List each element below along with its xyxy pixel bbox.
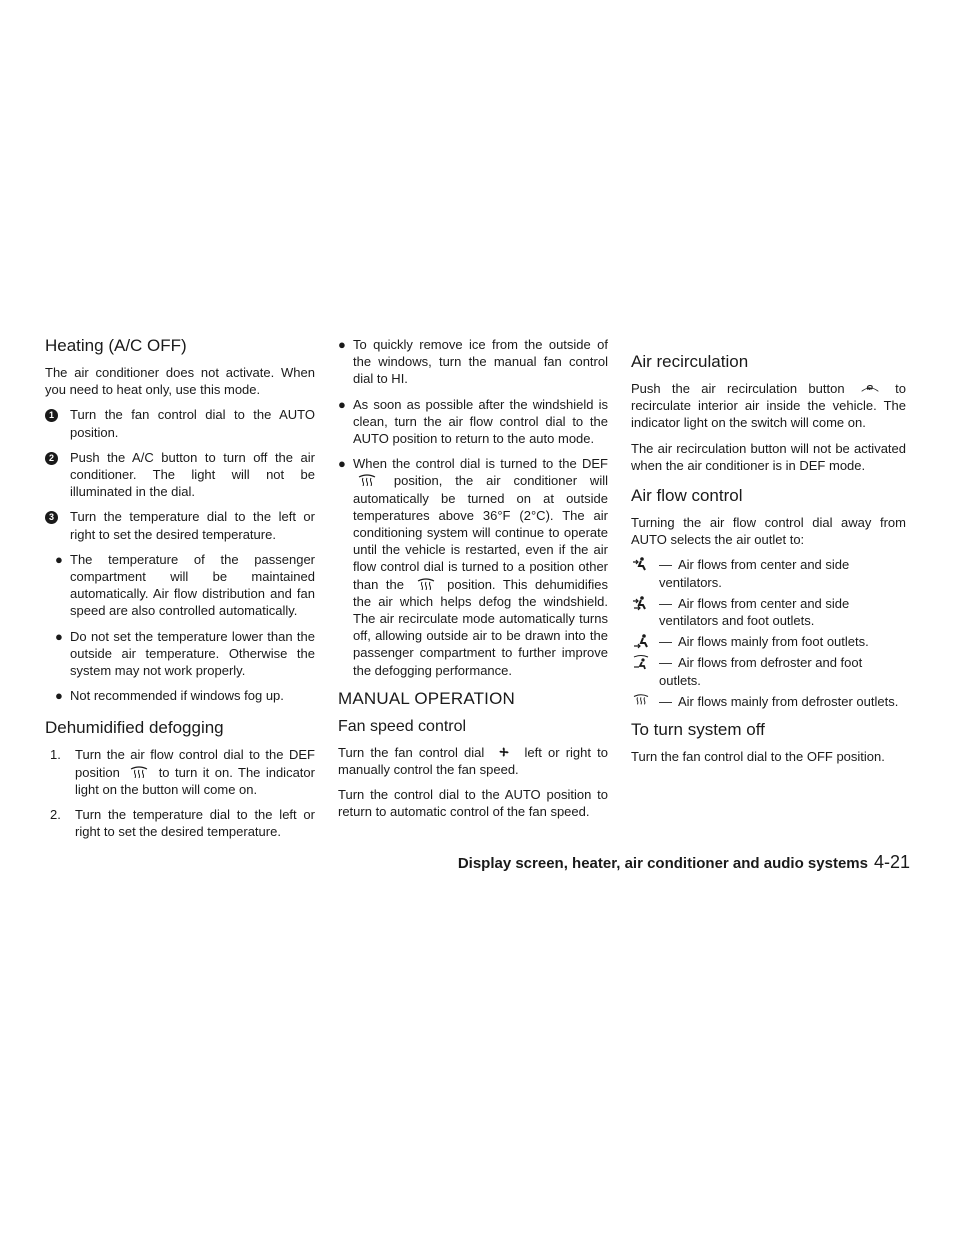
vent-face-icon [631, 556, 659, 572]
dehumidified-heading: Dehumidified defogging [45, 718, 224, 738]
vent-foot-defrost-icon [631, 654, 659, 670]
air-flow-item: — Air flows mainly from foot outlets. [631, 633, 906, 650]
dehum-step-1: 1. Turn the air flow control dial to the DEF position to turn it on. The indicator light on the button will come on. [50, 747, 315, 797]
fan-icon [494, 745, 514, 757]
bullet-icon: ● [55, 688, 63, 704]
air-flow-intro: Turning the air flow control dial away from AUTO selects the air outlet to: [631, 515, 906, 548]
air-flow-item: — Air flows from defroster and foot outlets. [631, 654, 906, 688]
bullet-item: ● To quickly remove ice from the outside of the windows, turn the manual fan control dial to HI. [338, 337, 608, 387]
bullet-icon: ● [338, 456, 346, 472]
page-number: 4-21 [873, 852, 910, 872]
air-flow-item: — Air flows from center and side ventilators and foot outlets. [631, 595, 906, 629]
recirc-paragraph-2: The air recirculation button will not be activated when the air conditioner is in DEF mode. [631, 440, 906, 473]
section-title: Display screen, heater, air conditioner and audio systems [457, 855, 868, 872]
fan-speed-heading: Fan speed control [338, 717, 467, 735]
manual-operation-heading: MANUAL OPERATION [338, 688, 516, 708]
defrost-icon [416, 577, 436, 589]
vent-foot-icon [631, 633, 659, 649]
recirc-paragraph-1: Push the air recirculation button to recirculate interior air inside the vehicle. The indicator light on the switch will come on. [631, 381, 906, 431]
air-flow-heading: Air flow control [631, 486, 743, 506]
bullet-item: ● As soon as possible after the windshield is clean, turn the air flow control dial to the AUTO position to return to the auto mode. [338, 396, 608, 447]
step-number-icon: 2 [45, 450, 70, 502]
bullet-item: ● The temperature of the passenger compartment will be maintained automatically. Air flow distribution and fan speed are also controlled automatically. [45, 551, 315, 620]
vent-bilevel-icon [631, 595, 659, 611]
column-middle [338, 336, 608, 829]
fan-paragraph-1: Turn the fan control dial left or right to manually control the fan speed. [338, 744, 608, 778]
bullet-icon: ● [338, 396, 346, 412]
step-3: 3 Turn the temperature dial to the left or right to set the desired temperature. [45, 508, 315, 542]
defrost-icon [129, 765, 149, 777]
air-recirculation-heading: Air recirculation [631, 352, 749, 371]
step-number-icon: 3 [45, 509, 70, 543]
defrost-icon [631, 693, 659, 709]
heating-heading: Heating (A/C OFF) [45, 336, 187, 355]
air-flow-item: — Air flows from center and side ventilators. [631, 556, 906, 590]
turn-off-heading: To turn system off [631, 720, 765, 740]
dehum-step-2: 2. Turn the temperature dial to the left or right to set the desired temperature. [50, 807, 315, 840]
bullet-item: ● Not recommended if windows fog up. [45, 687, 315, 704]
step-2: 2 Push the A/C button to turn off the air conditioner. The light will not be illuminated in the dial. [45, 449, 315, 501]
bullet-item: ● When the control dial is turned to the DEF position, the air conditioner will automatically be turned on at outside temperatures above 36°F (2°C). The air conditioning system will continue to operate until the vehicle is restarted, even if the air flow control dial is turned to a position other than the position. This dehumidifies the air which helps defog the windshield. The air recirculate mode automatically turns off, allowing outside air to be drawn into the passenger compartment to further improve the defogging performance. [338, 456, 608, 678]
page-footer [440, 852, 910, 873]
bullet-item: ● Do not set the temperature lower than the outside air temperature. Otherwise the system may not work properly. [45, 628, 315, 680]
step-number-icon: 1 [45, 407, 70, 441]
column-right [631, 352, 906, 773]
bullet-icon: ● [55, 551, 63, 567]
turn-off-text: Turn the fan control dial to the OFF position. [631, 749, 885, 765]
bullet-icon: ● [55, 628, 63, 644]
column-left [45, 336, 315, 848]
defrost-icon [357, 473, 377, 485]
recirculation-icon [860, 381, 880, 393]
heating-intro: The air conditioner does not activate. When you need to heat only, use this mode. [45, 365, 315, 398]
bullet-icon: ● [338, 337, 346, 352]
air-flow-item: — Air flows mainly from defroster outlets. [631, 693, 906, 710]
fan-paragraph-2: Turn the control dial to the AUTO position to return to automatic control of the fan speed. [338, 787, 608, 820]
step-1: 1 Turn the fan control dial to the AUTO position. [45, 406, 315, 440]
